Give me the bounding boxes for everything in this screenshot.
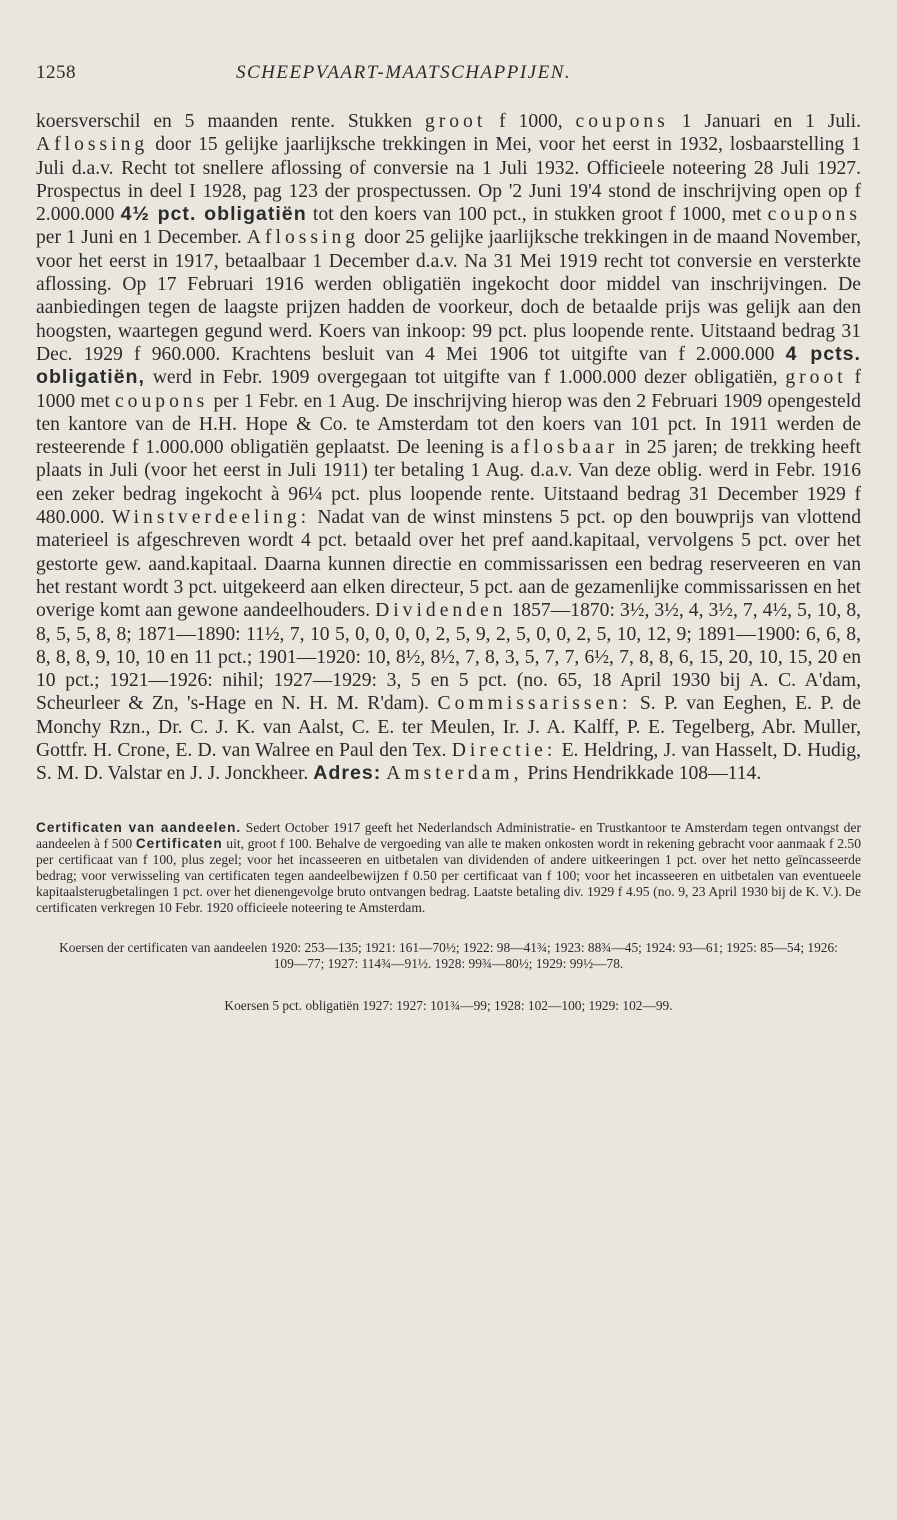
- text-run: Sedert October 1917 geeft het Nederlandsch Administratie- en Trustkantoor te Amsterdam tegen ontvangst der aandeelen à f 500: [36, 819, 862, 851]
- certificaten-section: [36, 820, 861, 916]
- text-run: Nadat van de winst minstens 5 pct. op den bouwprijs van vlottend materieel is afgeschreven wordt 4 pct. betaald over het pref aand.kapitaal, vervolgens 5 pct. over het gestorte gew. aand.kapitaal. Daarna kunnen directie en commissarissen een bedrag reserveeren en van het restant wordt 3 pct. uitgekeerd aan elken directeur, 5 pct. aan de gezamenlijke commissarissen en het overige komt aan gewone aandeelhouders.: [36, 507, 861, 622]
- spaced-term: groot: [424, 111, 487, 132]
- page-header: [36, 62, 861, 96]
- text-run: tot den koers van 100 pct., in stukken groot f 1000, met: [306, 204, 768, 226]
- text-run: werd in Febr. 1909 overgegaan tot uitgifte van f 1.000.000 dezer obligatiën,: [144, 367, 786, 389]
- spaced-term: Amsterdam,: [386, 763, 523, 785]
- spaced-term: Dividenden: [375, 600, 507, 622]
- spaced-term: Winstverdeeling:: [111, 507, 311, 529]
- running-title: SCHEEPVAART-MAATSCHAPPIJEN.: [236, 62, 572, 83]
- text-run: 1 Januari en 1 Juli.: [668, 111, 861, 132]
- main-text: [36, 110, 861, 786]
- text-run: door 15 gelijke jaarlijksche trekkingen in Mei, voor het eerst in 1932, losbaarstelling 1 Juli d.a.v. Recht tot snellere aflossing of conversie na 1 Juli 1932. Officieele noteering 28 Juli 1927. Prospectus in deel I 1928, pag 123 der prospectussen. Op '2 Juni 19'4 stond de inschrijving open op f 2.000.000: [36, 134, 861, 226]
- text-run: Prins Hendrikkade 108—114.: [522, 763, 762, 785]
- spaced-term: Aflossing: [246, 227, 360, 249]
- text-run: per 1 Juni en 1 December.: [36, 227, 247, 249]
- text-run: S. P. van Eeghen, E. P. de Monchy Rzn., Dr. C. J. K. van Aalst, C. E. ter Meulen, Ir. J. A. Kalff, P. E. Tegelberg, Abr. Muller, Gottfr. H. Crone, E. D. van Walree en Paul den Tex.: [36, 693, 861, 762]
- spaced-term: Aflossing: [36, 134, 149, 156]
- text-run: f 1000 met: [36, 367, 861, 412]
- address-label: Adres:: [313, 762, 382, 785]
- koersen-certificaten: Koersen der certificaten van aandeelen 1920: 253—135; 1921: 161—70½; 1922: 98—41¾; 1923: 88¾—45; 1924: 93—61; 1925: 85—54; 1926: 109—77; 1927: 114¾—91½. 1928: 99¾—80½; 1929: 99½—78.: [59, 939, 838, 971]
- spaced-term: coupons: [767, 204, 861, 226]
- page-number: 1258: [36, 62, 76, 83]
- bold-term: Certificaten: [135, 835, 223, 851]
- main-paragraph: [36, 110, 861, 786]
- spaced-term: groot: [785, 367, 847, 389]
- bold-term: 4 pcts. obligatiën,: [36, 342, 861, 389]
- spaced-term: Directie:: [451, 740, 557, 762]
- text-run: per 1 Febr. en 1 Aug. De inschrijving hierop was den 2 Februari 1909 opengesteld ten kantore van de H.H. Hope & Co. te Amsterdam tot den koers van 101 pct. In 1911 werden de resteerende f 1.000.000 obligatiën geplaatst. De leening is: [36, 390, 861, 459]
- bold-term: Certificaten van aandeelen.: [36, 819, 242, 835]
- text-run: in 25 jaren; de trekking heeft plaats in Juli (voor het eerst in Juli 1911) ter betaling 1 Aug. d.a.v. Van deze oblig. werd in Febr. 1916 een zeker bedrag ingekocht à 96¼ pct. plus loopende rente. Uitstaand bedrag 31 December 1929 f 480.000.: [36, 437, 861, 529]
- bold-term: 4½ pct. obligatiën: [120, 203, 307, 226]
- text-run: uit, groot f 100. Behalve de vergoeding van alle te maken onkosten wordt in rekening gebracht voor aanmaak f 2.50 per certificaat van f 100, plus zegel; voor het incasseeren en uitbetalen van dividenden of andere uitkeeringen 1 pct. over het netto geïncasseerde bedrag; voor verwisseling van certificaten tegen aandeelbewijzen f 0.50 per certificaat van f 100; voor het incasseeren en uitbetalen van eventueele kapitaalsterugbetalingen 1 pct. over het dienengevolge bruto ontvangen bedrag. Laatste betaling div. 1929 f 4.95 (no. 9, 23 April 1930 bij de K. V.). De certificaten verkregen 10 Febr. 1920 officieele noteering te Amsterdam.: [36, 835, 861, 915]
- text-run: 1857—1870: 3½, 3½, 4, 3½, 7, 4½, 5, 10, 8, 8, 5, 5, 8, 8; 1871—1890: 11½, 7, 10 5, 0, 0, 0, 0, 2, 5, 9, 2, 5, 0, 0, 2, 5, 10, 12, 9; 1891—1900: 6, 6, 8, 8, 8, 8, 9, 10, 10 en 11 pct.; 1901—1920: 10, 8½, 8½, 7, 8, 3, 5, 7, 7, 6½, 7, 8, 8, 6, 15, 20, 10, 15, 20 en 10 pct.; 1921—1926: nihil; 1927—1929: 3, 5 en 5 pct. (no. 65, 18 April 1930 bij A. C. A'dam, Scheurleer & Zn, 's-Hage en N. H. M. R'dam).: [36, 600, 862, 715]
- certificaten-paragraph: [36, 820, 861, 916]
- text-run: door 25 gelijke jaarlijksche trekkingen in de maand November, voor het eerst in 1917, betaalbaar 1 December d.a.v. Na 31 Mei 1919 recht tot conversie en versterkte aflossing. Op 17 Februari 1916 werden obligatiën ingekocht door middel van inschrijvingen. De aanbiedingen tegen de laagste prijzen hadden de voorkeur, doch de betaalde prijs was gelijk aan den hoogsten, waartegen gegund werd. Koers van inkoop: 99 pct. plus loopende rente. Uitstaand bedrag 31 Dec. 1929 f 960.000. Krachtens besluit van 4 Mei 1906 tot uitgifte van f 2.000.000: [36, 227, 861, 365]
- spaced-term: coupons: [575, 111, 669, 132]
- text-run: E. Heldring, J. van Hasselt, D. Hudig, S. M. D. Valstar en J. J. Jonckheer.: [36, 740, 861, 785]
- spaced-term: aflosbaar: [510, 437, 619, 459]
- spaced-term: Commissarissen:: [437, 693, 632, 715]
- text-run: koersverschil en 5 maanden rente. Stukken: [36, 111, 425, 132]
- text-run: f 1000,: [486, 111, 576, 132]
- koersen-obligatien: Koersen 5 pct. obligatiën 1927: 1927: 101¾—99; 1928: 102—100; 1929: 102—99.: [224, 997, 673, 1013]
- spaced-term: coupons: [114, 390, 209, 412]
